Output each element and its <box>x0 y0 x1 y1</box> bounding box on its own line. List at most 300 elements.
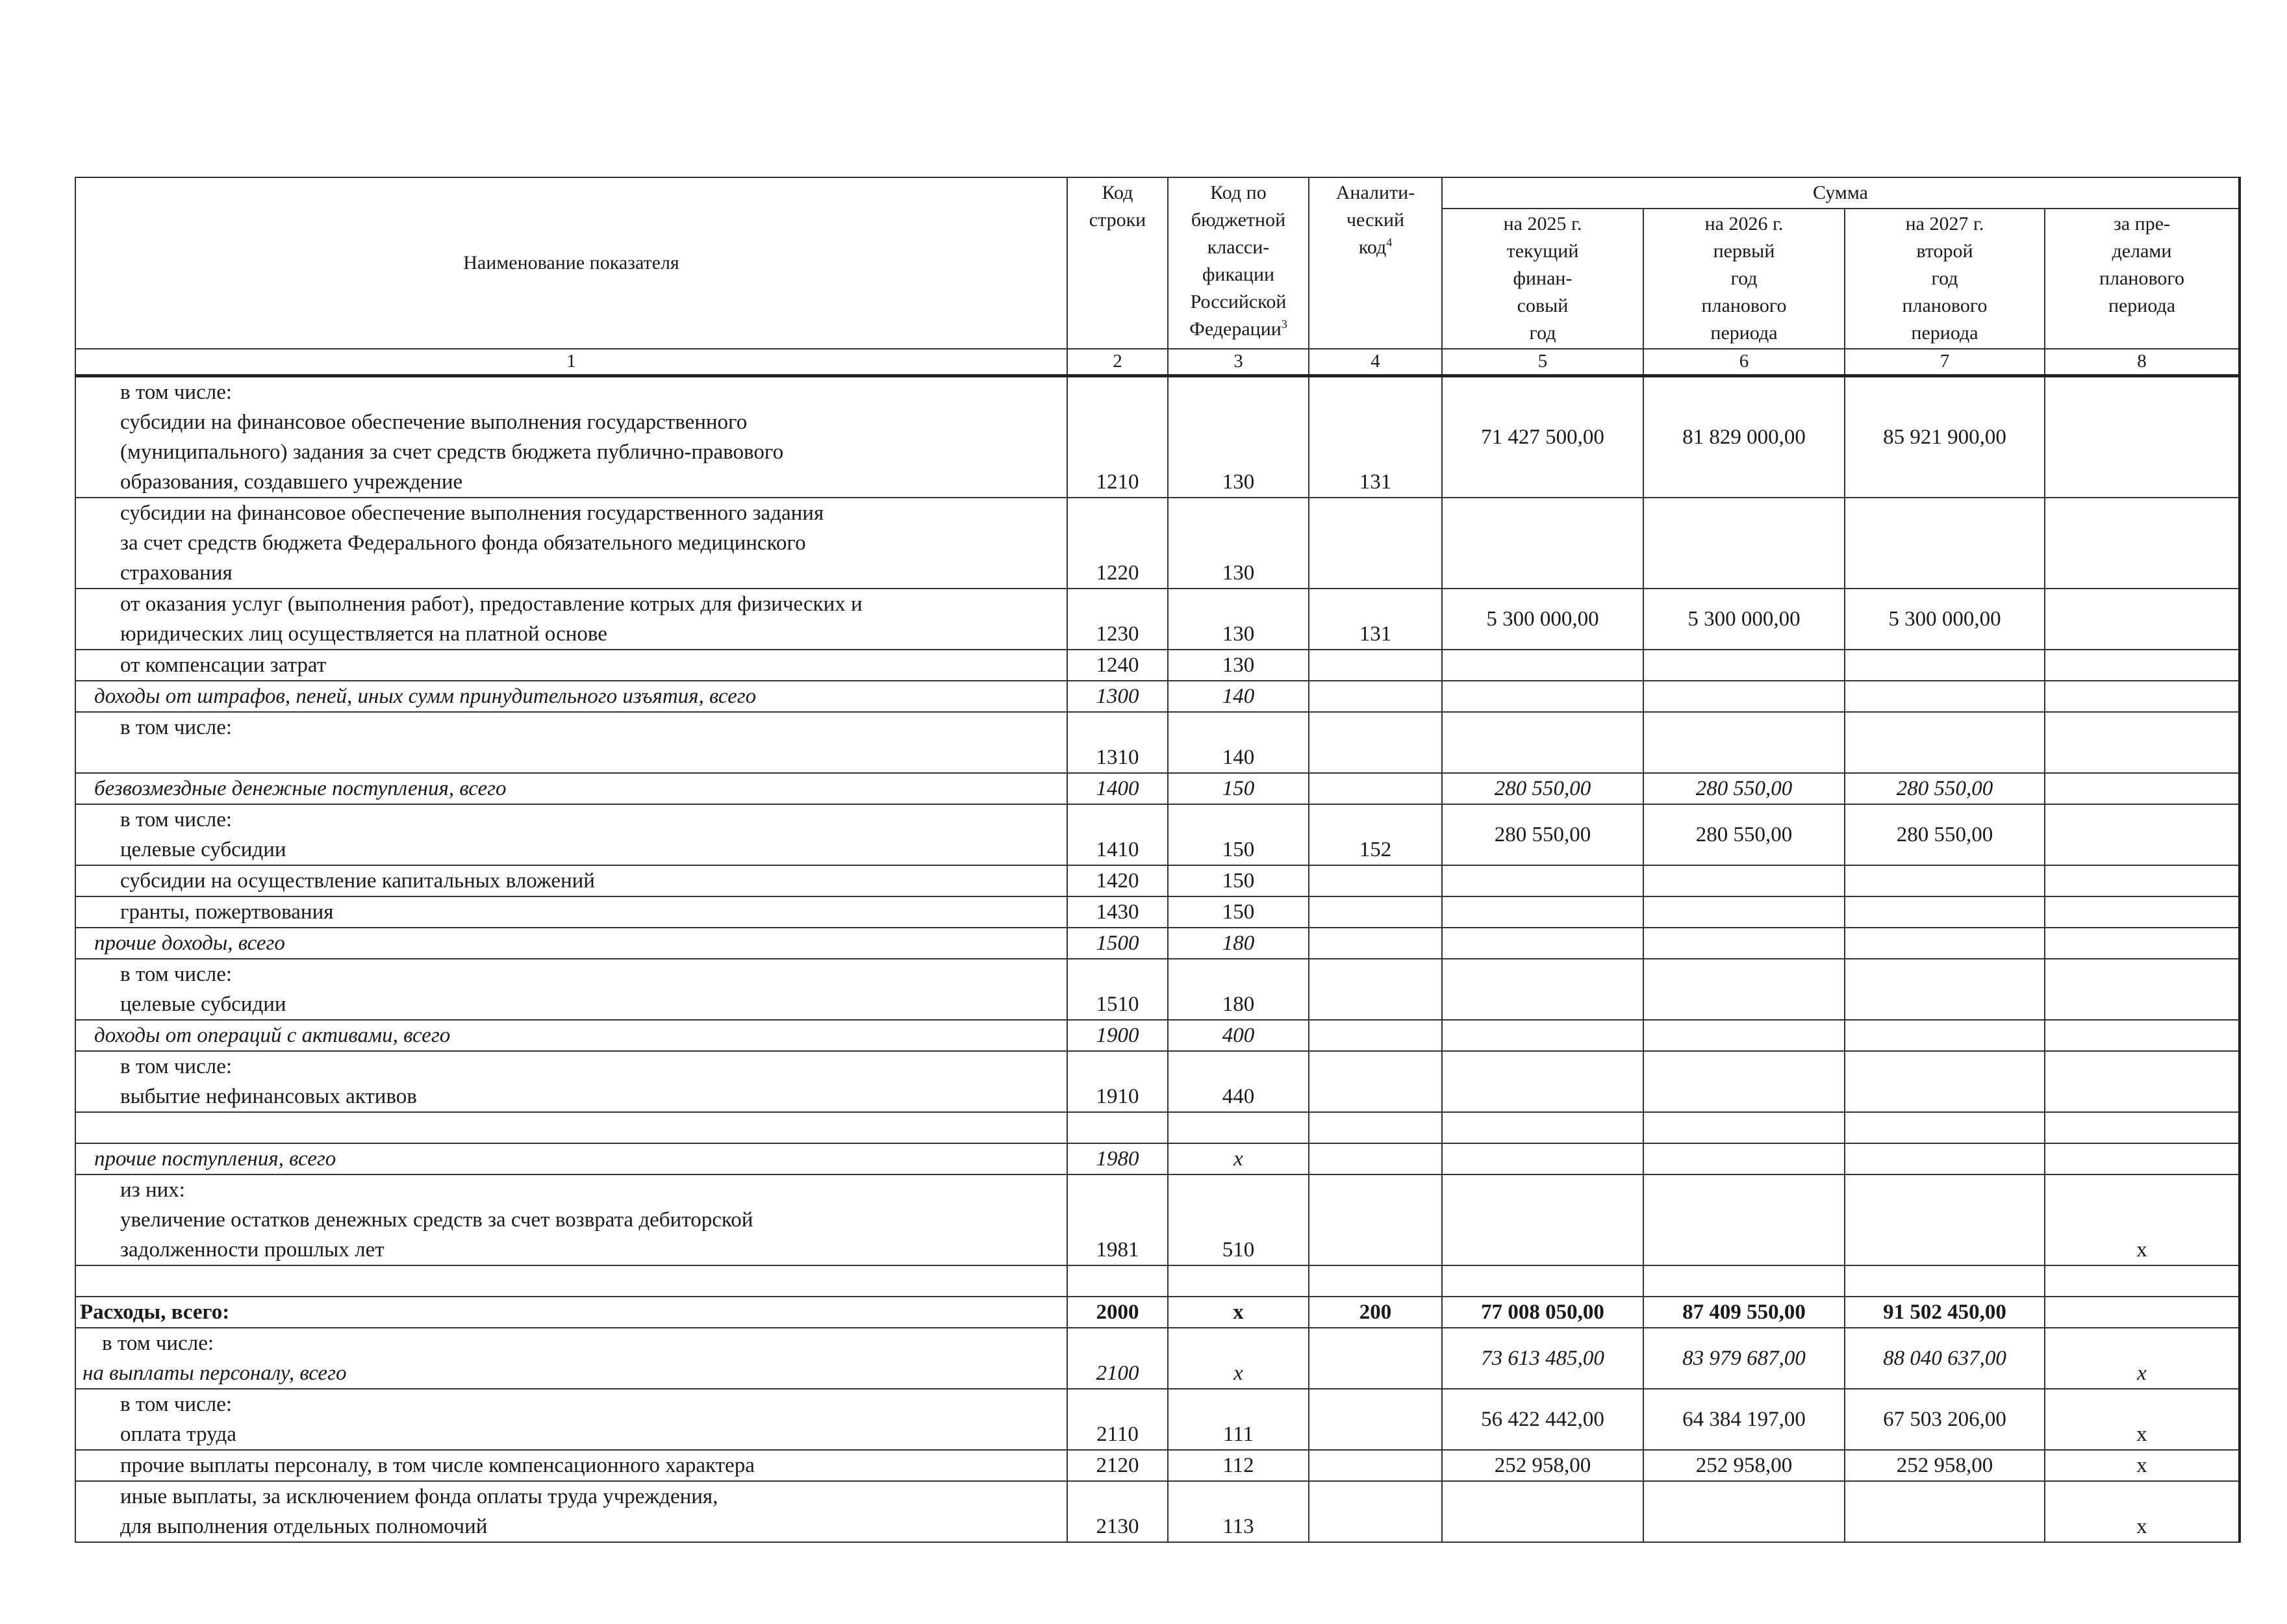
row-code: 1410 <box>1067 804 1168 865</box>
row-amount-2027: 91 502 450,00 <box>1845 1297 2045 1328</box>
row-name-line: субсидии на осуществление капитальных вложений <box>120 869 595 893</box>
col-number-1: 1 <box>75 349 1067 376</box>
row-name-line: в том числе: <box>102 1332 214 1355</box>
table-row <box>75 1143 2240 1174</box>
row-amount-2026: 280 550,00 <box>1643 804 1845 865</box>
row-amount-beyond <box>2045 896 2240 928</box>
header-code-row <box>1067 177 1168 349</box>
row-amount-2027 <box>1845 1112 2045 1143</box>
row-amount-2027: 85 921 900,00 <box>1845 376 2045 498</box>
row-kbk: x <box>1168 1143 1309 1174</box>
row-amount-2026 <box>1643 1481 1845 1542</box>
row-analytic-code <box>1309 896 1442 928</box>
row-name-line: субсидии на финансовое обеспечение выполнения государственного <box>120 411 748 434</box>
table-row <box>75 1450 2240 1481</box>
row-analytic-code <box>1309 1174 1442 1265</box>
row-name <box>75 1297 1067 1328</box>
row-kbk: 130 <box>1168 589 1309 650</box>
header-year-2025-l1: на 2025 г. <box>1503 213 1582 235</box>
row-amount-2027: 252 958,00 <box>1845 1450 2045 1481</box>
row-amount-beyond: x <box>2045 1328 2240 1389</box>
row-name <box>75 1143 1067 1174</box>
row-amount-2027 <box>1845 1143 2045 1174</box>
row-name-line <box>120 1266 1063 1296</box>
row-code: 1510 <box>1067 959 1168 1020</box>
header-beyond-plan <box>2045 209 2240 349</box>
row-analytic-code <box>1309 865 1442 896</box>
row-amount-beyond <box>2045 1297 2240 1328</box>
row-amount-2026 <box>1643 1051 1845 1112</box>
row-kbk: 140 <box>1168 681 1309 712</box>
row-kbk: 112 <box>1168 1450 1309 1481</box>
row-name <box>75 1112 1067 1143</box>
row-analytic-code <box>1309 928 1442 959</box>
row-amount-2025 <box>1442 1174 1643 1265</box>
row-amount-2026 <box>1643 865 1845 896</box>
row-code: 2120 <box>1067 1450 1168 1481</box>
row-amount-2025: 73 613 485,00 <box>1442 1328 1643 1389</box>
header-year-2026 <box>1643 209 1845 349</box>
row-amount-2026 <box>1643 928 1845 959</box>
row-amount-2027: 67 503 206,00 <box>1845 1389 2045 1450</box>
row-amount-beyond <box>2045 712 2240 773</box>
row-amount-2025 <box>1442 1265 1643 1297</box>
row-amount-beyond <box>2045 865 2240 896</box>
row-amount-2026 <box>1643 1143 1845 1174</box>
row-amount-beyond <box>2045 1112 2240 1143</box>
row-amount-2025 <box>1442 928 1643 959</box>
header-beyond-l1: за пре- <box>2113 213 2171 235</box>
table-header <box>75 177 2240 376</box>
row-amount-beyond <box>2045 1143 2240 1174</box>
row-name <box>75 1328 1067 1389</box>
row-amount-2026: 252 958,00 <box>1643 1450 1845 1481</box>
row-amount-2027 <box>1845 712 2045 773</box>
row-amount-beyond: x <box>2045 1450 2240 1481</box>
table-row <box>75 865 2240 896</box>
row-code: 1230 <box>1067 589 1168 650</box>
row-analytic-code <box>1309 1265 1442 1297</box>
row-analytic-code <box>1309 712 1442 773</box>
row-amount-2025: 252 958,00 <box>1442 1450 1643 1481</box>
table-row <box>75 589 2240 650</box>
row-amount-beyond <box>2045 1051 2240 1112</box>
row-code: 1981 <box>1067 1174 1168 1265</box>
row-amount-2027 <box>1845 959 2045 1020</box>
row-amount-2027 <box>1845 865 2045 896</box>
row-analytic-code <box>1309 1020 1442 1051</box>
row-code: 1500 <box>1067 928 1168 959</box>
row-amount-2025 <box>1442 498 1643 589</box>
row-amount-2027: 5 300 000,00 <box>1845 589 2045 650</box>
row-amount-2026: 5 300 000,00 <box>1643 589 1845 650</box>
table-row <box>75 928 2240 959</box>
header-year-2026-l4: планового <box>1701 295 1787 316</box>
row-amount-2026: 280 550,00 <box>1643 773 1845 804</box>
row-amount-beyond <box>2045 959 2240 1020</box>
row-kbk: 113 <box>1168 1481 1309 1542</box>
column-number-row <box>75 349 2240 376</box>
row-kbk: 180 <box>1168 959 1309 1020</box>
row-analytic-code <box>1309 1450 1442 1481</box>
header-year-2026-l3: год <box>1730 268 1758 289</box>
row-amount-2027 <box>1845 896 2045 928</box>
row-code: 1910 <box>1067 1051 1168 1112</box>
table-row <box>75 959 2240 1020</box>
header-year-2027 <box>1845 209 2045 349</box>
row-name <box>75 681 1067 712</box>
header-budget-code-l1: Код по <box>1210 182 1267 203</box>
row-kbk: x <box>1168 1328 1309 1389</box>
row-amount-beyond <box>2045 1265 2240 1297</box>
table-row <box>75 1265 2240 1297</box>
row-code: 1430 <box>1067 896 1168 928</box>
row-name <box>75 896 1067 928</box>
row-amount-2025: 280 550,00 <box>1442 773 1643 804</box>
row-analytic-code <box>1309 1112 1442 1143</box>
header-beyond-l3: планового <box>2099 268 2184 289</box>
row-analytic-code: 152 <box>1309 804 1442 865</box>
row-name-line: прочие поступления, всего <box>94 1147 336 1171</box>
table-row <box>75 1020 2240 1051</box>
financial-plan-table <box>75 177 2241 1543</box>
row-analytic-code <box>1309 1481 1442 1542</box>
table-row <box>75 376 2240 498</box>
row-amount-2026: 81 829 000,00 <box>1643 376 1845 498</box>
row-amount-2026: 83 979 687,00 <box>1643 1328 1845 1389</box>
row-kbk: x <box>1168 1297 1309 1328</box>
row-analytic-code: 200 <box>1309 1297 1442 1328</box>
row-amount-2026: 64 384 197,00 <box>1643 1389 1845 1450</box>
row-kbk: 150 <box>1168 865 1309 896</box>
table-row <box>75 650 2240 681</box>
row-amount-2025: 77 008 050,00 <box>1442 1297 1643 1328</box>
row-amount-2025 <box>1442 896 1643 928</box>
row-amount-beyond <box>2045 804 2240 865</box>
row-code: 1400 <box>1067 773 1168 804</box>
row-analytic-code <box>1309 773 1442 804</box>
row-amount-beyond <box>2045 376 2240 498</box>
row-amount-2025: 5 300 000,00 <box>1442 589 1643 650</box>
row-name-line: за счет средств бюджета Федерального фонда обязательного медицинского <box>120 531 806 555</box>
row-code: 1300 <box>1067 681 1168 712</box>
row-name-line: выбытие нефинансовых активов <box>120 1085 417 1108</box>
table-row <box>75 1112 2240 1143</box>
row-name <box>75 1389 1067 1450</box>
row-name <box>75 1265 1067 1297</box>
row-amount-2026 <box>1643 1020 1845 1051</box>
row-name-line: юридических лиц осуществляется на платной основе <box>120 622 607 646</box>
header-analytic-code-l2: ческий <box>1346 209 1405 231</box>
row-name-line: целевые субсидии <box>120 838 286 861</box>
header-analytic-code-l3 <box>1312 234 1439 261</box>
row-name-line: для выполнения отдельных полномочий <box>120 1515 488 1538</box>
header-year-2027-l3: год <box>1931 268 1958 289</box>
header-year-2025-l2: текущий <box>1506 240 1579 262</box>
row-code: 1240 <box>1067 650 1168 681</box>
row-amount-2025 <box>1442 1112 1643 1143</box>
col-number-6: 6 <box>1643 349 1845 376</box>
row-name-line: оплата труда <box>120 1423 236 1446</box>
header-budget-code-text: Федерации <box>1189 318 1282 340</box>
row-amount-2026 <box>1643 1265 1845 1297</box>
col-number-3: 3 <box>1168 349 1309 376</box>
header-year-2026-l5: периода <box>1710 322 1778 344</box>
row-kbk: 510 <box>1168 1174 1309 1265</box>
row-name-line: доходы от штрафов, пеней, иных сумм принудительного изъятия, всего <box>94 685 757 708</box>
row-amount-beyond <box>2045 681 2240 712</box>
row-kbk: 130 <box>1168 650 1309 681</box>
row-amount-2027 <box>1845 498 2045 589</box>
row-amount-2026 <box>1643 1174 1845 1265</box>
table-row <box>75 681 2240 712</box>
header-sum: Сумма <box>1442 177 2240 209</box>
header-budget-code-l2: бюджетной <box>1191 209 1286 231</box>
col-number-4: 4 <box>1309 349 1442 376</box>
header-budget-code-l3: класси- <box>1207 236 1270 258</box>
row-name <box>75 773 1067 804</box>
header-analytic-code-l1: Аналити- <box>1335 182 1415 203</box>
row-kbk: 111 <box>1168 1389 1309 1450</box>
header-year-2027-l2: второй <box>1916 240 1973 262</box>
row-code: 1980 <box>1067 1143 1168 1174</box>
row-amount-2027 <box>1845 1020 2045 1051</box>
row-amount-beyond <box>2045 1020 2240 1051</box>
row-name <box>75 959 1067 1020</box>
row-amount-2026 <box>1643 498 1845 589</box>
row-name <box>75 865 1067 896</box>
row-amount-beyond <box>2045 928 2240 959</box>
row-name-line: на выплаты персоналу, всего <box>82 1362 347 1385</box>
header-year-2027-l5: периода <box>1911 322 1978 344</box>
row-amount-2027 <box>1845 1174 2045 1265</box>
row-name <box>75 589 1067 650</box>
col-number-8: 8 <box>2045 349 2240 376</box>
row-name <box>75 1481 1067 1542</box>
header-year-2025-l4: совый <box>1517 295 1569 316</box>
row-code: 2000 <box>1067 1297 1168 1328</box>
row-name-line: от оказания услуг (выполнения работ), предоставление котрых для физических и <box>120 592 863 616</box>
header-year-2027-l4: планового <box>1902 295 1988 316</box>
row-amount-beyond <box>2045 650 2240 681</box>
header-year-2025-l3: финан- <box>1513 268 1573 289</box>
row-analytic-code <box>1309 959 1442 1020</box>
table-body <box>75 376 2240 1543</box>
header-beyond-l4: периода <box>2108 295 2176 316</box>
table-row <box>75 1051 2240 1112</box>
header-code-row-l2: строки <box>1089 209 1146 231</box>
row-amount-2026 <box>1643 1112 1845 1143</box>
row-amount-2027: 280 550,00 <box>1845 804 2045 865</box>
row-name-line: целевые субсидии <box>120 993 286 1016</box>
header-year-2026-l2: первый <box>1713 240 1775 262</box>
row-amount-2025 <box>1442 1020 1643 1051</box>
row-name-line: из них: <box>120 1178 185 1202</box>
row-name-line: (муниципального) задания за счет средств бюджета публично-правового <box>120 440 784 464</box>
row-amount-2026 <box>1643 712 1845 773</box>
row-amount-2027 <box>1845 1265 2045 1297</box>
row-name <box>75 1174 1067 1265</box>
col-number-2: 2 <box>1067 349 1168 376</box>
row-name <box>75 928 1067 959</box>
row-amount-2026 <box>1643 896 1845 928</box>
row-name <box>75 650 1067 681</box>
row-code: 1310 <box>1067 712 1168 773</box>
table-row <box>75 896 2240 928</box>
row-amount-2027 <box>1845 1481 2045 1542</box>
row-amount-2025 <box>1442 1051 1643 1112</box>
row-amount-2025: 71 427 500,00 <box>1442 376 1643 498</box>
row-amount-beyond: x <box>2045 1481 2240 1542</box>
row-analytic-code <box>1309 1328 1442 1389</box>
row-code: 2110 <box>1067 1389 1168 1450</box>
header-code-row-l1: Код <box>1102 182 1133 203</box>
row-name-line: прочие доходы, всего <box>94 932 285 955</box>
row-analytic-code: 131 <box>1309 589 1442 650</box>
row-kbk: 130 <box>1168 498 1309 589</box>
row-analytic-code: 131 <box>1309 376 1442 498</box>
row-code <box>1067 1265 1168 1297</box>
row-name-line: безвозмездные денежные поступления, всего <box>94 777 507 800</box>
table-row <box>75 1481 2240 1542</box>
header-budget-code-l6 <box>1171 316 1306 343</box>
row-name-line: задолженности прошлых лет <box>120 1238 385 1262</box>
row-amount-2027 <box>1845 650 2045 681</box>
row-name-line <box>120 742 1063 772</box>
row-amount-beyond: x <box>2045 1174 2240 1265</box>
row-amount-2025 <box>1442 712 1643 773</box>
header-analytic-code <box>1309 177 1442 349</box>
row-name <box>75 804 1067 865</box>
row-kbk: 440 <box>1168 1051 1309 1112</box>
row-analytic-code <box>1309 650 1442 681</box>
row-name-line: доходы от операций с активами, всего <box>94 1024 451 1047</box>
row-analytic-code <box>1309 1143 1442 1174</box>
row-amount-2026: 87 409 550,00 <box>1643 1297 1845 1328</box>
row-amount-2025 <box>1442 681 1643 712</box>
col-number-7: 7 <box>1845 349 2045 376</box>
row-analytic-code <box>1309 498 1442 589</box>
row-amount-2025: 280 550,00 <box>1442 804 1643 865</box>
row-kbk: 150 <box>1168 773 1309 804</box>
header-budget-code-l5: Российской <box>1190 291 1287 312</box>
row-code: 1900 <box>1067 1020 1168 1051</box>
row-amount-2026 <box>1643 681 1845 712</box>
row-code: 1210 <box>1067 376 1168 498</box>
row-amount-2027 <box>1845 928 2045 959</box>
row-name <box>75 1020 1067 1051</box>
row-name-line: прочие выплаты персоналу, в том числе компенсационного характера <box>120 1454 755 1477</box>
row-analytic-code <box>1309 1051 1442 1112</box>
row-name-line: Расходы, всего: <box>80 1300 230 1324</box>
row-amount-beyond <box>2045 498 2240 589</box>
row-name-line: в том числе: <box>120 808 233 831</box>
row-kbk: 130 <box>1168 376 1309 498</box>
row-name-line: гранты, пожертвования <box>120 900 334 924</box>
row-kbk: 180 <box>1168 928 1309 959</box>
col-number-5: 5 <box>1442 349 1643 376</box>
row-name-line: субсидии на финансовое обеспечение выполнения государственного задания <box>120 501 824 525</box>
table-row <box>75 1328 2240 1389</box>
header-year-2025-l5: год <box>1529 322 1556 344</box>
header-budget-code-l4: фикации <box>1202 264 1275 285</box>
row-amount-2027 <box>1845 681 2045 712</box>
table-row <box>75 804 2240 865</box>
row-analytic-code <box>1309 681 1442 712</box>
row-amount-2027 <box>1845 1051 2045 1112</box>
row-kbk: 400 <box>1168 1020 1309 1051</box>
row-name-line <box>120 1113 1063 1143</box>
header-name: Наименование показателя <box>75 177 1067 349</box>
row-kbk: 150 <box>1168 896 1309 928</box>
row-code: 1220 <box>1067 498 1168 589</box>
row-amount-beyond: x <box>2045 1389 2240 1450</box>
row-kbk <box>1168 1265 1309 1297</box>
row-code: 2130 <box>1067 1481 1168 1542</box>
table-row <box>75 1297 2240 1328</box>
row-code <box>1067 1112 1168 1143</box>
footnote-3: 3 <box>1281 318 1287 331</box>
row-amount-2025 <box>1442 1143 1643 1174</box>
row-amount-2025 <box>1442 959 1643 1020</box>
row-name <box>75 1051 1067 1112</box>
header-year-2027-l1: на 2027 г. <box>1905 213 1984 235</box>
row-code: 1420 <box>1067 865 1168 896</box>
header-year-2026-l1: на 2026 г. <box>1704 213 1784 235</box>
row-name-line: увеличение остатков денежных средств за счет возврата дебиторской <box>120 1208 753 1232</box>
row-amount-beyond <box>2045 773 2240 804</box>
header-analytic-code-text: код <box>1358 236 1387 258</box>
row-analytic-code <box>1309 1389 1442 1450</box>
row-name-line: в том числе: <box>120 1393 233 1416</box>
row-name-line: образования, создавшего учреждение <box>120 470 463 494</box>
row-kbk: 140 <box>1168 712 1309 773</box>
table-row <box>75 1389 2240 1450</box>
row-name-line: в том числе: <box>120 963 233 986</box>
header-budget-code <box>1168 177 1309 349</box>
row-amount-2026 <box>1643 959 1845 1020</box>
row-name <box>75 498 1067 589</box>
row-name-line: в том числе: <box>120 1055 233 1078</box>
row-code: 2100 <box>1067 1328 1168 1389</box>
table-row <box>75 498 2240 589</box>
row-kbk <box>1168 1112 1309 1143</box>
table-row <box>75 773 2240 804</box>
row-amount-2027: 88 040 637,00 <box>1845 1328 2045 1389</box>
row-name-line: в том числе: <box>120 716 233 739</box>
header-beyond-l2: делами <box>2112 240 2172 262</box>
row-name-line: в том числе: <box>120 381 233 404</box>
row-amount-2027: 280 550,00 <box>1845 773 2045 804</box>
row-name-line: от компенсации затрат <box>120 653 327 677</box>
header-year-2025 <box>1442 209 1643 349</box>
row-amount-2026 <box>1643 650 1845 681</box>
row-amount-2025: 56 422 442,00 <box>1442 1389 1643 1450</box>
footnote-4: 4 <box>1386 236 1393 249</box>
row-name <box>75 712 1067 773</box>
row-amount-2025 <box>1442 865 1643 896</box>
row-amount-2025 <box>1442 650 1643 681</box>
table-row <box>75 1174 2240 1265</box>
row-amount-2025 <box>1442 1481 1643 1542</box>
row-name <box>75 376 1067 498</box>
row-amount-beyond <box>2045 589 2240 650</box>
row-name-line: иные выплаты, за исключением фонда оплаты труда учреждения, <box>120 1485 718 1508</box>
row-name <box>75 1450 1067 1481</box>
table-row <box>75 712 2240 773</box>
row-kbk: 150 <box>1168 804 1309 865</box>
row-name-line: страхования <box>120 561 233 585</box>
